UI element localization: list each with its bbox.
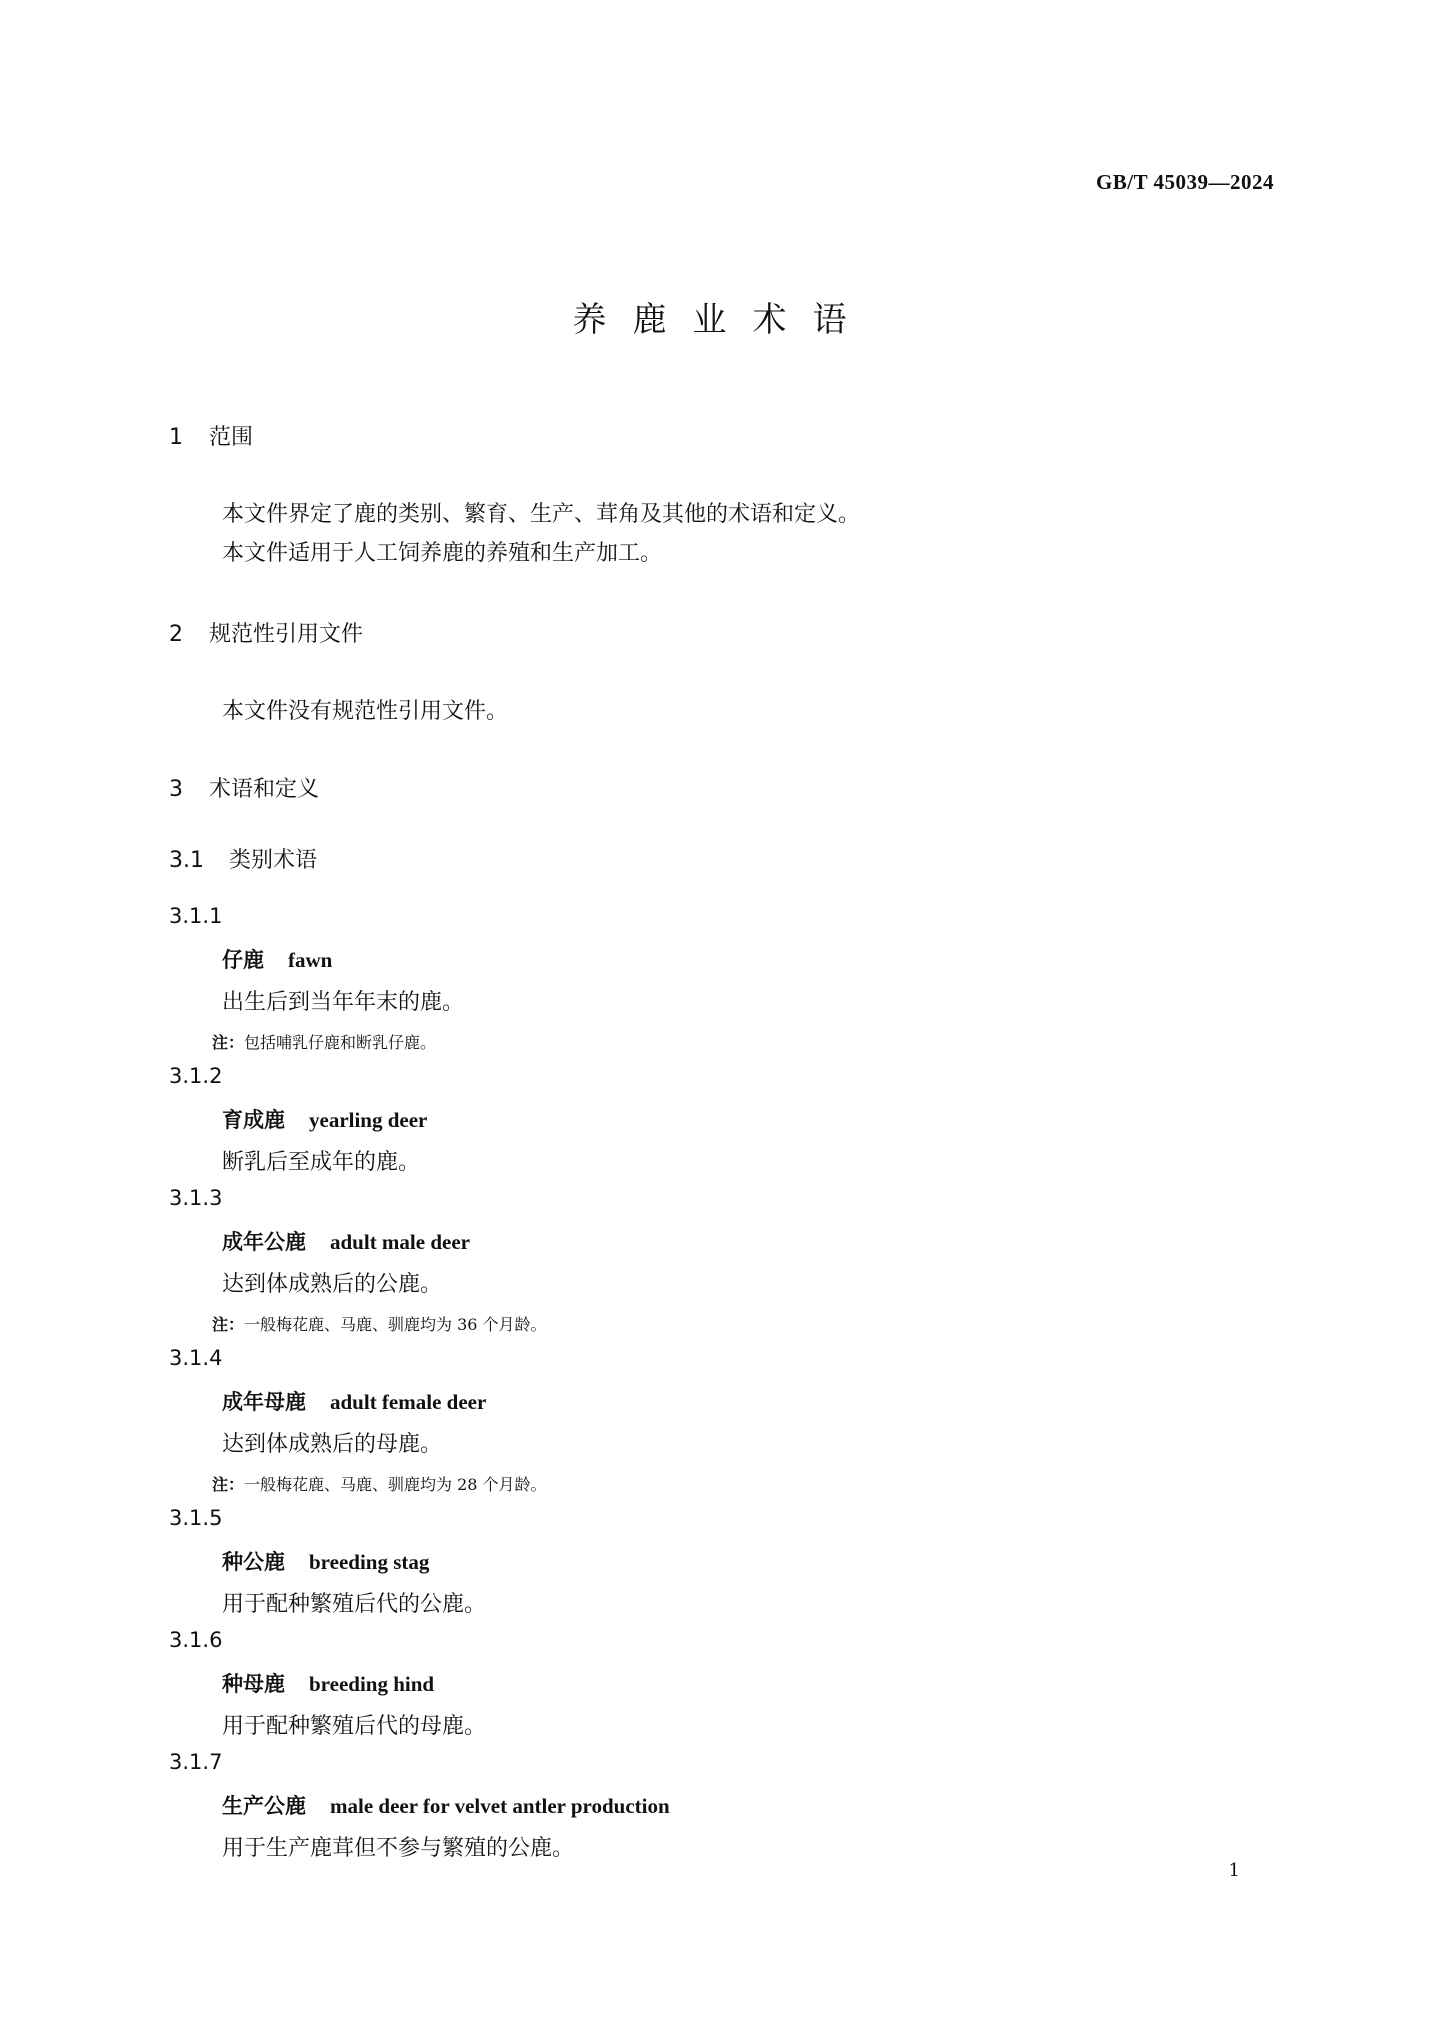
term-number: 3.1.3 [169, 1186, 223, 1210]
section-title: 术语和定义 [209, 777, 320, 802]
section-2-heading [169, 617, 363, 648]
term-chinese: 育成鹿 [222, 1108, 285, 1132]
scope-paragraph-1: 本文件界定了鹿的类别、繁育、生产、茸角及其他的术语和定义。 [222, 502, 861, 527]
subsection-number: 3.1 [169, 848, 204, 873]
term-english: breeding stag [309, 1550, 430, 1574]
term-chinese: 仔鹿 [222, 948, 264, 972]
scope-paragraph-2: 本文件适用于人工饲养鹿的养殖和生产加工。 [222, 541, 663, 566]
note-text: 一般梅花鹿、马鹿、驯鹿均为 28 个月龄。 [244, 1475, 547, 1494]
term-definition: 出生后到当年年末的鹿。 [222, 990, 465, 1015]
term-note [212, 1030, 436, 1053]
term-number: 3.1.1 [169, 904, 223, 928]
section-number: 2 [169, 622, 183, 647]
term-heading [222, 1386, 486, 1416]
term-number: 3.1.5 [169, 1506, 223, 1530]
page-number: 1 [1228, 1860, 1240, 1881]
term-number: 3.1.2 [169, 1064, 223, 1088]
term-chinese: 种公鹿 [222, 1550, 285, 1574]
term-definition: 用于生产鹿茸但不参与繁殖的公鹿。 [222, 1836, 575, 1861]
term-heading [222, 1668, 434, 1698]
section-number: 3 [169, 777, 183, 802]
term-heading [222, 944, 332, 974]
term-number: 3.1.7 [169, 1750, 223, 1774]
term-english: male deer for velvet antler production [330, 1794, 670, 1818]
term-chinese: 生产公鹿 [222, 1794, 306, 1818]
term-english: yearling deer [309, 1108, 428, 1132]
term-chinese: 成年公鹿 [222, 1230, 306, 1254]
subsection-title: 类别术语 [229, 848, 318, 873]
term-definition: 断乳后至成年的鹿。 [222, 1150, 421, 1175]
section-title: 规范性引用文件 [209, 622, 364, 647]
term-english: breeding hind [309, 1672, 435, 1696]
term-heading [222, 1546, 429, 1576]
section-3-heading [169, 772, 319, 803]
term-heading [222, 1226, 470, 1256]
section-1-heading [169, 420, 253, 451]
term-english: adult female deer [330, 1390, 487, 1414]
term-definition: 达到体成熟后的母鹿。 [222, 1432, 443, 1457]
term-chinese: 成年母鹿 [222, 1390, 306, 1414]
term-english: fawn [288, 948, 333, 972]
term-definition: 用于配种繁殖后代的公鹿。 [222, 1592, 487, 1617]
term-heading [222, 1104, 427, 1134]
document-title: 养鹿业术语 [572, 300, 873, 340]
note-text: 一般梅花鹿、马鹿、驯鹿均为 36 个月龄。 [244, 1315, 547, 1334]
section-number: 1 [169, 425, 183, 450]
subsection-3-1-heading [169, 843, 317, 874]
document-code: GB/T 45039—2024 [1095, 170, 1274, 194]
note-label: 注： [212, 1475, 245, 1494]
term-note [212, 1312, 547, 1335]
term-definition: 用于配种繁殖后代的母鹿。 [222, 1714, 487, 1739]
section-title: 范围 [209, 425, 254, 450]
term-definition: 达到体成熟后的公鹿。 [222, 1272, 443, 1297]
note-label: 注： [212, 1315, 245, 1334]
term-number: 3.1.6 [169, 1628, 223, 1652]
note-text: 包括哺乳仔鹿和断乳仔鹿。 [244, 1033, 437, 1052]
term-note [212, 1472, 547, 1495]
normative-references-paragraph: 本文件没有规范性引用文件。 [222, 699, 509, 724]
term-chinese: 种母鹿 [222, 1672, 285, 1696]
note-label: 注： [212, 1033, 245, 1052]
term-number: 3.1.4 [169, 1346, 223, 1370]
term-english: adult male deer [330, 1230, 470, 1254]
term-heading [222, 1790, 670, 1820]
